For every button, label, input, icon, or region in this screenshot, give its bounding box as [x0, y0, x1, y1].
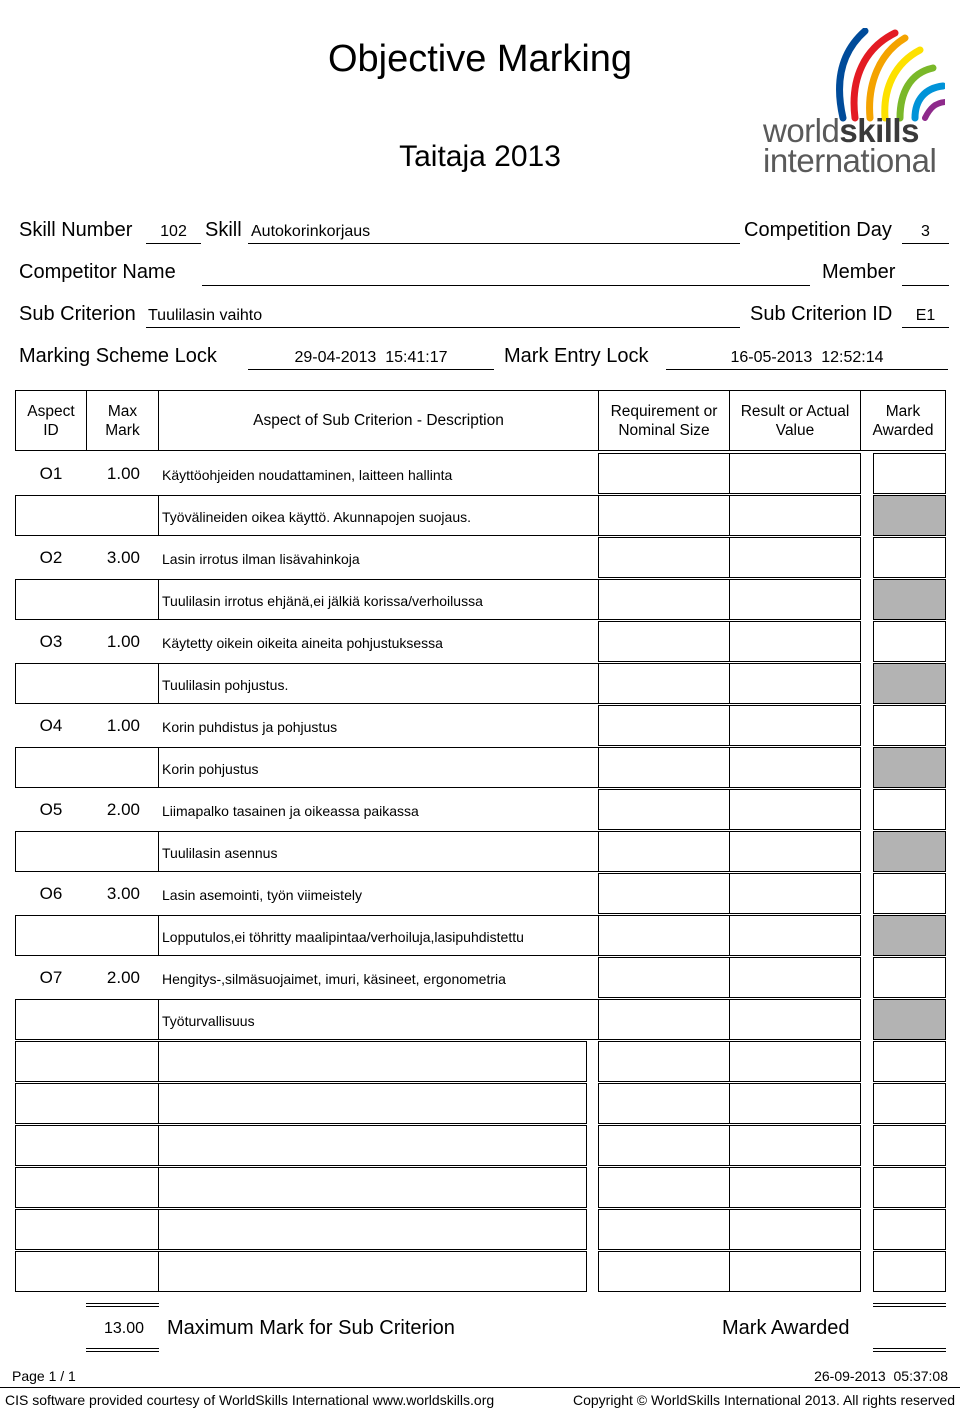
aspect-detail: Tuulilasin irrotus ehjänä,ei jälkiä korissa/verhoilussa	[162, 593, 483, 609]
skill-value: Autokorinkorjaus	[251, 223, 371, 240]
aspect-title: Käyttöohjeiden noudattaminen, laitteen hallinta	[162, 467, 453, 483]
aspect-title: Lasin asemointi, työn viimeistely	[162, 887, 362, 903]
sub-criterion-id-value: E1	[915, 307, 936, 324]
aspect-max-mark: 1.00	[106, 632, 140, 651]
empty-left-box	[15, 1251, 159, 1292]
footer-credit: CIS software provided courtesy of WorldSkills International www.worldskills.org	[5, 1392, 495, 1408]
mark-awarded-box[interactable]	[873, 621, 946, 662]
aspect-max-mark: 2.00	[106, 968, 140, 987]
worldskills-logo	[755, 28, 945, 178]
empty-left-box	[15, 1125, 159, 1166]
detail-left-box	[15, 831, 159, 872]
result-box[interactable]	[729, 915, 861, 956]
mark-awarded-disabled-box	[873, 831, 946, 872]
skill-number-value: 102	[160, 223, 187, 240]
detail-left-box	[15, 579, 159, 620]
mark-awarded-disabled-box	[873, 495, 946, 536]
col-awarded: Mark Awarded	[872, 402, 934, 439]
requirement-box[interactable]	[598, 789, 730, 830]
result-box[interactable]	[729, 537, 861, 578]
result-box[interactable]	[729, 663, 861, 704]
mark-awarded-box[interactable]	[873, 789, 946, 830]
result-box[interactable]	[729, 621, 861, 662]
mark-awarded-box[interactable]	[873, 537, 946, 578]
empty-awarded-box[interactable]	[873, 1209, 946, 1250]
requirement-box[interactable]	[598, 915, 730, 956]
detail-left-box	[15, 663, 159, 704]
empty-result-box[interactable]	[729, 1041, 861, 1082]
empty-awarded-box[interactable]	[873, 1083, 946, 1124]
skill-label: Skill	[205, 219, 242, 241]
page-number: Page 1 / 1	[12, 1368, 76, 1384]
requirement-box[interactable]	[598, 747, 730, 788]
sub-criterion-id-line	[902, 327, 949, 328]
aspect-id: O6	[39, 884, 63, 903]
empty-description-box	[158, 1167, 587, 1208]
skill-number-line	[146, 243, 201, 244]
empty-requirement-box[interactable]	[598, 1083, 730, 1124]
aspect-title: Korin puhdistus ja pohjustus	[162, 719, 338, 735]
marking-scheme-lock-label: Marking Scheme Lock	[19, 345, 217, 367]
aspect-detail: Tuulilasin asennus	[162, 845, 278, 861]
aspect-detail: Työturvallisuus	[162, 1013, 255, 1029]
empty-description-box	[158, 1209, 587, 1250]
mark-awarded-disabled-box	[873, 663, 946, 704]
competition-day-label: Competition Day	[744, 219, 892, 241]
result-box[interactable]	[729, 579, 861, 620]
empty-left-box	[15, 1083, 159, 1124]
mark-awarded-disabled-box	[873, 579, 946, 620]
aspect-id: O1	[39, 464, 63, 483]
detail-left-box	[15, 999, 159, 1040]
max-total-label: Maximum Mark for Sub Criterion	[167, 1317, 455, 1339]
mark-awarded-box[interactable]	[873, 873, 946, 914]
aspect-max-mark: 3.00	[106, 548, 140, 567]
detail-left-box	[15, 495, 159, 536]
aspect-max-mark: 2.00	[106, 800, 140, 819]
requirement-box[interactable]	[598, 957, 730, 998]
empty-left-box	[15, 1209, 159, 1250]
requirement-box[interactable]	[598, 453, 730, 494]
aspect-id: O5	[39, 800, 63, 819]
empty-left-box	[15, 1167, 159, 1208]
event-title: Taitaja 2013	[399, 140, 561, 173]
empty-result-box[interactable]	[729, 1251, 861, 1292]
print-timestamp: 26-09-2013 05:37:08	[814, 1368, 948, 1384]
skill-number-label: Skill Number	[19, 219, 133, 241]
empty-requirement-box[interactable]	[598, 1251, 730, 1292]
sub-criterion-label: Sub Criterion	[19, 303, 136, 325]
empty-awarded-box[interactable]	[873, 1251, 946, 1292]
detail-left-box	[15, 747, 159, 788]
col-aspect-id: Aspect ID	[27, 402, 75, 439]
mark-awarded-disabled-box	[873, 915, 946, 956]
result-box[interactable]	[729, 789, 861, 830]
aspect-title: Lasin irrotus ilman lisävahinkoja	[162, 551, 360, 567]
footer-copyright: Copyright © WorldSkills International 2013. All rights reserved	[572, 1392, 955, 1408]
col-max-mark: Max Mark	[105, 402, 140, 439]
aspect-max-mark: 1.00	[106, 464, 140, 483]
requirement-box[interactable]	[598, 495, 730, 536]
mark-awarded-label: Mark Awarded	[722, 1317, 850, 1339]
aspect-id: O4	[39, 716, 63, 735]
marking-scheme-lock-line	[248, 369, 494, 370]
requirement-box[interactable]	[598, 873, 730, 914]
mark-awarded-box[interactable]	[873, 957, 946, 998]
skill-line	[248, 243, 740, 244]
empty-result-box[interactable]	[729, 1167, 861, 1208]
requirement-box[interactable]	[598, 621, 730, 662]
marking-scheme-lock-value: 29-04-2013 15:41:17	[294, 349, 448, 366]
col-requirement: Requirement or Nominal Size	[610, 402, 718, 439]
aspect-max-mark: 3.00	[106, 884, 140, 903]
aspect-detail: Korin pohjustus	[162, 761, 259, 777]
empty-result-box[interactable]	[729, 1083, 861, 1124]
requirement-box[interactable]	[598, 999, 730, 1040]
empty-description-box	[158, 1251, 587, 1292]
result-box[interactable]	[729, 453, 861, 494]
mark-entry-lock-label: Mark Entry Lock	[504, 345, 649, 367]
member-line	[902, 285, 949, 286]
requirement-box[interactable]	[598, 579, 730, 620]
member-label: Member	[822, 261, 896, 283]
empty-result-box[interactable]	[729, 1125, 861, 1166]
result-box[interactable]	[729, 831, 861, 872]
mark-entry-lock-value: 16-05-2013 12:52:14	[730, 349, 884, 366]
page-title: Objective Marking	[327, 38, 633, 80]
empty-left-box	[15, 1041, 159, 1082]
competition-day-line	[902, 243, 949, 244]
aspect-id: O3	[39, 632, 63, 651]
empty-awarded-box[interactable]	[873, 1125, 946, 1166]
col-description: Aspect of Sub Criterion - Description	[253, 412, 504, 429]
empty-requirement-box[interactable]	[598, 1125, 730, 1166]
max-total-bottom-rule	[86, 1348, 159, 1352]
requirement-box[interactable]	[598, 537, 730, 578]
empty-requirement-box[interactable]	[598, 1209, 730, 1250]
empty-awarded-box[interactable]	[873, 1167, 946, 1208]
competitor-name-label: Competitor Name	[19, 261, 176, 283]
sub-criterion-id-label: Sub Criterion ID	[750, 303, 893, 325]
col-result: Result or Actual Value	[740, 402, 850, 439]
detail-left-box	[15, 915, 159, 956]
logo-international: international	[763, 142, 937, 179]
empty-requirement-box[interactable]	[598, 1041, 730, 1082]
sub-criterion-line	[146, 327, 740, 328]
result-box[interactable]	[729, 495, 861, 536]
empty-awarded-box[interactable]	[873, 1041, 946, 1082]
mark-awarded-disabled-box	[873, 999, 946, 1040]
requirement-box[interactable]	[598, 831, 730, 872]
aspect-detail: Työvälineiden oikea käyttö. Akunnapojen suojaus.	[162, 509, 471, 525]
result-box[interactable]	[729, 999, 861, 1040]
competition-day-value: 3	[921, 223, 930, 240]
awarded-total-top-rule	[873, 1303, 946, 1307]
empty-description-box	[158, 1083, 587, 1124]
aspect-detail: Lopputulos,ei töhritty maalipintaa/verhoiluja,lasipuhdistettu	[162, 929, 524, 945]
result-box[interactable]	[729, 705, 861, 746]
sub-criterion-value: Tuulilasin vaihto	[148, 307, 263, 324]
aspect-max-mark: 1.00	[106, 716, 140, 735]
max-total-value: 13.00	[103, 1320, 144, 1337]
aspect-title: Liimapalko tasainen ja oikeassa paikassa	[162, 803, 419, 819]
competitor-name-line	[202, 285, 810, 286]
logo-wordmark: worldskills	[763, 112, 919, 149]
mark-entry-lock-line	[666, 369, 948, 370]
max-total-top-rule	[86, 1303, 159, 1307]
awarded-total-bottom-rule	[873, 1348, 946, 1352]
aspect-title: Hengitys-,silmäsuojaimet, imuri, käsineet, ergonometria	[162, 971, 506, 987]
result-box[interactable]	[729, 873, 861, 914]
result-box[interactable]	[729, 957, 861, 998]
empty-requirement-box[interactable]	[598, 1167, 730, 1208]
logo-arcs-icon	[755, 28, 945, 123]
aspect-detail: Tuulilasin pohjustus.	[162, 677, 289, 693]
mark-awarded-box[interactable]	[873, 453, 946, 494]
footer-divider	[0, 1387, 960, 1388]
aspect-id: O7	[39, 968, 63, 987]
requirement-box[interactable]	[598, 705, 730, 746]
aspect-id: O2	[39, 548, 63, 567]
empty-result-box[interactable]	[729, 1209, 861, 1250]
aspect-title: Käytetty oikein oikeita aineita pohjustuksessa	[162, 635, 443, 651]
mark-awarded-disabled-box	[873, 747, 946, 788]
result-box[interactable]	[729, 747, 861, 788]
empty-description-box	[158, 1125, 587, 1166]
requirement-box[interactable]	[598, 663, 730, 704]
empty-description-box	[158, 1041, 587, 1082]
mark-awarded-box[interactable]	[873, 705, 946, 746]
